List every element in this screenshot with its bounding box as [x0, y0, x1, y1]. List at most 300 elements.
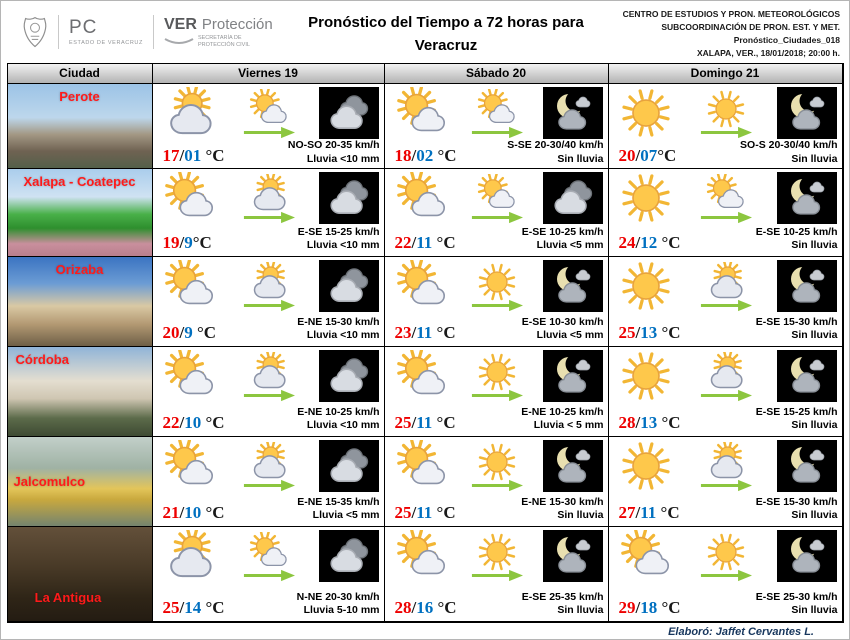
pc-logo — [69, 18, 143, 47]
temp-unit: °C — [657, 598, 681, 617]
temperature-value — [619, 146, 677, 166]
temp-max: 28 — [618, 413, 636, 432]
wind-arrow-icon — [241, 569, 297, 582]
wind-text: E-NE 10-25 km/h — [297, 405, 380, 418]
weather-icons-row — [613, 439, 839, 492]
wind-text: E-SE 10-25 km/h — [521, 225, 604, 238]
temp-max: 20 — [162, 323, 180, 342]
wind-arrow-icon — [698, 299, 754, 312]
forecast-info-row — [613, 496, 839, 523]
forecast-info-row — [613, 139, 839, 166]
weather-icons-row — [613, 86, 839, 139]
temp-max: 29 — [618, 598, 636, 617]
weather-icons-row — [613, 529, 839, 582]
weather-icons-row — [613, 349, 839, 402]
temp-separator: / — [635, 233, 641, 252]
weather-icon-cloud-sun — [704, 352, 748, 392]
temp-unit: °C — [657, 233, 681, 252]
city-cell-jalcomulco — [8, 437, 153, 527]
city-cell-la-antigua — [8, 527, 153, 622]
temp-min: 18 — [640, 598, 658, 617]
city-name-label: Orizaba — [55, 262, 104, 277]
forecast-info-row — [389, 316, 605, 343]
city-name-label: Xalapa - Coatepec — [23, 174, 136, 189]
temp-max: 25 — [162, 598, 180, 617]
weather-icons-row — [157, 86, 381, 139]
weather-icon-sun — [617, 260, 675, 312]
temp-unit: °C — [433, 598, 457, 617]
veracruz-crest-icon — [22, 16, 48, 48]
weather-icon-cloud-sun — [247, 262, 291, 302]
temp-unit: °C — [201, 413, 225, 432]
column-header-viernes: Viernes 19 — [153, 64, 385, 84]
bulletin-footer — [4, 623, 846, 640]
temp-unit: °C — [656, 503, 680, 522]
forecast-info-row — [613, 226, 839, 253]
weather-icon-sun-cloud — [247, 532, 291, 572]
forecast-info-row — [157, 591, 381, 618]
weather-icon-sun — [617, 172, 675, 224]
temp-min: 11 — [416, 413, 433, 432]
temp-max: 21 — [162, 503, 180, 522]
wind-rain-block — [521, 496, 603, 523]
temperature-value — [163, 598, 225, 618]
temp-min: 13 — [640, 413, 658, 432]
temperature-value — [619, 503, 680, 523]
divider — [58, 15, 59, 49]
forecast-cell-perote-day3 — [609, 84, 843, 169]
forecast-cell-jalcomulco-day3 — [609, 437, 843, 527]
temp-min: 11 — [640, 503, 657, 522]
city-cell-xalapa-coatepec — [8, 169, 153, 257]
weather-icon-night-moon — [543, 87, 603, 139]
wind-arrow-icon — [469, 569, 525, 582]
wind-text: SO-S 20-30/40 km/h — [740, 139, 838, 151]
temp-max: 25 — [394, 503, 412, 522]
temp-separator: / — [179, 233, 185, 252]
rain-text: Lluvia < 5 mm — [533, 419, 604, 432]
pc-logo-text: PC — [69, 16, 98, 38]
temp-unit: °C — [192, 233, 212, 252]
weather-icon-night-cloud — [319, 350, 379, 402]
wind-rain-block — [756, 226, 838, 253]
weather-icon-sun — [475, 442, 519, 482]
temp-separator: / — [179, 323, 185, 342]
wind-arrow-icon — [241, 126, 297, 139]
weather-icon-sun-cloud — [161, 350, 219, 402]
weather-icon-cloud-sun — [247, 174, 291, 214]
temp-max: 22 — [394, 233, 412, 252]
weather-icon-midday — [701, 442, 751, 492]
forecast-cell-orizaba-day2 — [385, 257, 609, 347]
temp-max: 25 — [394, 413, 412, 432]
wind-arrow-icon — [469, 299, 525, 312]
temp-max: 28 — [394, 598, 412, 617]
weather-icon-sun-cloud — [393, 440, 451, 492]
temp-separator: / — [411, 146, 417, 166]
wind-text: E-NE 10-25 km/h — [521, 405, 604, 418]
city-name-label: Perote — [59, 89, 100, 104]
forecast-cell-jalcomulco-day2 — [385, 437, 609, 527]
temp-min: 11 — [416, 233, 433, 252]
weather-icon-midday — [472, 262, 522, 312]
wind-rain-block — [756, 496, 838, 523]
temperature-value — [163, 413, 225, 433]
forecast-info-row — [157, 139, 381, 166]
wind-text: E-SE 15-30 km/h — [755, 495, 838, 508]
title-line-1: Pronóstico del Tiempo a 72 horas para — [308, 13, 584, 31]
weather-icon-sun-cloud — [393, 530, 451, 582]
weather-icon-sun — [617, 87, 675, 139]
temp-separator: / — [635, 598, 641, 617]
wind-rain-block — [522, 591, 604, 618]
weather-icon-cloud-sun — [161, 530, 219, 582]
temp-min: 10 — [184, 413, 202, 432]
rain-text: Lluvia <5 mm — [312, 509, 380, 522]
wind-text: E-SE 15-30 km/h — [755, 315, 838, 328]
wind-text: E-SE 10-25 km/h — [755, 225, 838, 238]
temp-separator: / — [411, 323, 417, 342]
temp-unit: °C — [657, 146, 677, 166]
column-header-domingo: Domingo 21 — [609, 64, 843, 84]
city-cell-orizaba — [8, 257, 153, 347]
issuer-line-2: SUBCOORDINACIÓN DE PRON. EST. Y MET. — [661, 21, 840, 32]
weather-icons-row — [613, 171, 839, 224]
weather-icon-night-moon — [777, 87, 837, 139]
temp-separator: / — [179, 503, 185, 522]
secretaria-line1: SECRETARÍA DE — [197, 34, 242, 41]
temperature-value — [395, 146, 457, 166]
temp-unit: °C — [201, 503, 225, 522]
temp-min: 11 — [416, 323, 433, 342]
wind-arrow-icon — [469, 389, 525, 402]
weather-icon-sun-cloud — [393, 260, 451, 312]
rain-text: Sin lluvia — [557, 509, 604, 522]
wind-arrow-icon — [698, 389, 754, 402]
weather-icons-row — [389, 529, 605, 582]
weather-icon-cloud-sun — [704, 262, 748, 302]
forecast-info-row — [389, 496, 605, 523]
temp-separator: / — [411, 598, 417, 617]
temp-unit: °C — [432, 413, 456, 432]
temp-min: 07 — [640, 146, 658, 166]
temperature-value — [163, 146, 225, 166]
wind-rain-block — [522, 226, 604, 253]
weather-icon-midday — [701, 262, 751, 312]
weather-icon-cloud-sun — [247, 442, 291, 482]
pc-logo-subtext: ESTADO DE VERACRUZ — [69, 40, 143, 47]
wind-text: S-SE 20-30/40 km/h — [507, 139, 604, 151]
wind-arrow-icon — [469, 479, 525, 492]
secretaria-line2: PROTECCIÓN CIVIL — [197, 41, 250, 48]
forecast-info-row — [613, 591, 839, 618]
weather-icon-midday — [244, 532, 294, 582]
weather-icon-sun-cloud — [161, 440, 219, 492]
wind-rain-block — [297, 406, 379, 433]
wind-rain-block — [522, 316, 604, 343]
wind-arrow-icon — [241, 211, 297, 224]
temperature-value — [619, 233, 681, 253]
wind-text: E-SE 15-25 km/h — [755, 405, 838, 418]
temperature-value — [619, 598, 681, 618]
weather-icons-row — [613, 259, 839, 312]
temp-min: 02 — [416, 146, 434, 166]
weather-icon-night-cloud — [319, 440, 379, 492]
wind-text: NO-SO 20-35 km/h — [287, 139, 380, 151]
weather-icon-midday — [701, 532, 751, 582]
issuer-line-4: XALAPA, VER., 18/01/2018; 20:00 h. — [697, 48, 840, 59]
temp-unit: °C — [433, 146, 457, 166]
wind-text: E-SE 25-35 km/h — [521, 590, 604, 603]
temp-max: 23 — [394, 323, 412, 342]
temp-unit: °C — [432, 233, 456, 252]
forecast-cell-xalapa-coatepec-day1 — [153, 169, 385, 257]
ver-logo-text: VER — [163, 15, 197, 33]
issuer-info — [588, 4, 846, 61]
temperature-value — [395, 413, 456, 433]
temp-unit: °C — [201, 146, 225, 166]
rain-text: Lluvia 5-10 mm — [303, 604, 380, 617]
weather-icons-row — [389, 86, 605, 139]
rain-text: Sin lluvia — [791, 329, 838, 342]
temp-separator: / — [411, 413, 417, 432]
weather-icons-row — [389, 349, 605, 402]
weather-icon-night-moon — [543, 530, 603, 582]
weather-icon-night-cloud — [543, 172, 603, 224]
forecast-info-row — [157, 316, 381, 343]
temp-max: 17 — [162, 146, 180, 166]
wind-arrow-icon — [241, 299, 297, 312]
weather-icon-midday — [244, 262, 294, 312]
weather-icon-sun — [475, 532, 519, 572]
weather-icon-night-cloud — [319, 172, 379, 224]
weather-icon-midday — [701, 352, 751, 402]
city-cell-c-rdoba — [8, 347, 153, 437]
rain-text: Sin lluvia — [557, 604, 604, 617]
wind-rain-block — [756, 316, 838, 343]
temp-separator: / — [179, 413, 185, 432]
rain-text: Lluvia <5 mm — [536, 329, 604, 342]
weather-icon-night-cloud — [319, 260, 379, 312]
forecast-table — [7, 63, 844, 623]
temp-max: 18 — [394, 146, 412, 166]
temperature-value — [395, 503, 456, 523]
divider — [153, 15, 154, 49]
forecast-cell-jalcomulco-day1 — [153, 437, 385, 527]
forecast-info-row — [613, 316, 839, 343]
weather-icon-sun — [704, 89, 748, 129]
forecast-info-row — [157, 406, 381, 433]
weather-icon-cloud-sun — [161, 87, 219, 139]
wind-text: E-SE 25-30 km/h — [755, 590, 838, 603]
weather-icon-midday — [701, 89, 751, 139]
rain-text: Lluvia <10 mm — [306, 239, 380, 252]
wind-rain-block — [297, 316, 379, 343]
weather-icon-sun-cloud — [617, 530, 675, 582]
forecast-cell-la-antigua-day3 — [609, 527, 843, 622]
weather-icon-sun-cloud — [393, 350, 451, 402]
temp-min: 9 — [184, 323, 193, 342]
wind-rain-block — [288, 139, 380, 166]
forecast-cell-orizaba-day1 — [153, 257, 385, 347]
rain-text: Sin lluvia — [791, 152, 838, 165]
forecast-cell-la-antigua-day2 — [385, 527, 609, 622]
wind-text: E-SE 15-25 km/h — [297, 225, 380, 238]
temperature-value — [163, 323, 217, 343]
wind-arrow-icon — [469, 126, 525, 139]
weather-icon-sun-cloud — [704, 174, 748, 214]
city-name-label: Córdoba — [15, 352, 69, 367]
wind-rain-block — [756, 591, 838, 618]
temp-min: 10 — [184, 503, 202, 522]
ver-proteccion-logo — [164, 16, 273, 49]
rain-text: Sin lluvia — [791, 509, 838, 522]
temp-separator: / — [179, 598, 185, 617]
weather-icon-sun — [475, 352, 519, 392]
weather-icons-row — [389, 259, 605, 312]
temperature-value — [619, 413, 681, 433]
wind-arrow-icon — [241, 389, 297, 402]
temp-min: 14 — [184, 598, 202, 617]
wind-arrow-icon — [241, 479, 297, 492]
temp-separator: / — [635, 413, 641, 432]
rain-text: Sin lluvia — [791, 604, 838, 617]
weather-icon-sun-cloud — [393, 87, 451, 139]
weather-icon-night-moon — [543, 440, 603, 492]
weather-icon-night-moon — [543, 350, 603, 402]
weather-icon-sun-cloud — [393, 172, 451, 224]
forecast-cell-c-rdoba-day1 — [153, 347, 385, 437]
temperature-value — [163, 503, 225, 523]
forecast-info-row — [389, 591, 605, 618]
weather-icon-night-moon — [777, 440, 837, 492]
bulletin-title — [304, 7, 588, 58]
rain-text: Lluvia <5 mm — [536, 239, 604, 252]
weather-icon-sun-cloud — [247, 89, 291, 129]
wind-rain-block — [297, 496, 379, 523]
weather-icon-sun-cloud — [161, 172, 219, 224]
rain-text: Lluvia <10 mm — [306, 152, 380, 165]
weather-icon-night-moon — [777, 260, 837, 312]
city-cell-perote — [8, 84, 153, 169]
weather-icon-night-cloud — [319, 87, 379, 139]
column-header-sabado: Sábado 20 — [385, 64, 609, 84]
weather-icons-row — [157, 349, 381, 402]
rain-text: Lluvia <10 mm — [306, 419, 380, 432]
wind-arrow-icon — [698, 569, 754, 582]
forecast-cell-c-rdoba-day2 — [385, 347, 609, 437]
temperature-value — [163, 233, 212, 253]
weather-icons-row — [389, 439, 605, 492]
weather-icons-row — [157, 171, 381, 224]
weather-icon-night-moon — [777, 172, 837, 224]
wind-arrow-icon — [469, 211, 525, 224]
weather-icon-sun — [617, 350, 675, 402]
wind-arrow-icon — [698, 211, 754, 224]
proteccion-logo-text: Protección — [201, 15, 273, 33]
temp-unit: °C — [657, 413, 681, 432]
weather-icon-cloud-sun — [247, 352, 291, 392]
forecast-cell-perote-day2 — [385, 84, 609, 169]
forecast-cell-c-rdoba-day3 — [609, 347, 843, 437]
forecast-cell-perote-day1 — [153, 84, 385, 169]
wind-text: E-NE 15-30 km/h — [297, 315, 380, 328]
weather-icon-sun-cloud — [475, 89, 519, 129]
temp-max: 24 — [618, 233, 636, 252]
weather-icon-sun — [704, 532, 748, 572]
secretaria-subtext — [198, 35, 250, 49]
temp-unit: °C — [192, 323, 217, 342]
weather-icon-sun-cloud — [475, 174, 519, 214]
temperature-value — [395, 233, 456, 253]
city-name-label: Jalcomulco — [13, 474, 86, 490]
issuer-line-1: CENTRO DE ESTUDIOS Y PRON. METEOROLÓGICOS — [622, 8, 840, 19]
temp-separator: / — [635, 146, 641, 166]
weather-icon-midday — [472, 352, 522, 402]
weather-icons-row — [157, 259, 381, 312]
wind-rain-block — [297, 591, 380, 618]
weather-icon-midday — [244, 174, 294, 224]
temp-min: 12 — [640, 233, 658, 252]
temp-unit: °C — [432, 503, 456, 522]
title-line-2: Veracruz — [414, 37, 478, 54]
weather-icon-midday — [472, 442, 522, 492]
weather-icon-night-moon — [777, 350, 837, 402]
temp-separator: / — [635, 323, 641, 342]
weather-icon-midday — [244, 442, 294, 492]
weather-icon-midday — [472, 89, 522, 139]
forecast-info-row — [613, 406, 839, 433]
weather-icon-midday — [244, 89, 294, 139]
forecast-info-row — [157, 496, 381, 523]
weather-icons-row — [157, 529, 381, 582]
temp-separator: / — [411, 233, 417, 252]
city-name-label: La Antigua — [34, 590, 102, 605]
temp-unit: °C — [201, 598, 225, 617]
temp-unit: °C — [657, 323, 681, 342]
temp-min: 11 — [416, 503, 433, 522]
temperature-value — [395, 323, 456, 343]
wind-rain-block — [756, 406, 838, 433]
forecast-info-row — [389, 406, 605, 433]
credit-text: Elaboró: Jaffet Cervantes L. — [668, 625, 814, 638]
issuer-line-3: Pronóstico_Ciudades_018 — [733, 35, 840, 45]
temp-separator: / — [635, 503, 641, 522]
wind-text: N-NE 20-30 km/h — [296, 590, 380, 603]
rain-text: Lluvia <10 mm — [306, 329, 380, 342]
wind-arrow-icon — [698, 126, 754, 139]
weather-icon-sun — [475, 262, 519, 302]
weather-icon-midday — [472, 532, 522, 582]
temp-min: 16 — [416, 598, 434, 617]
forecast-info-row — [389, 226, 605, 253]
weather-icon-sun — [617, 440, 675, 492]
wind-rain-block — [298, 226, 380, 253]
weather-icon-cloud-sun — [704, 442, 748, 482]
temp-max: 19 — [162, 233, 180, 252]
temp-max: 22 — [162, 413, 180, 432]
weather-icon-night-cloud — [319, 530, 379, 582]
wind-arrow-icon — [698, 479, 754, 492]
bulletin-header — [4, 1, 846, 63]
rain-text: Sin lluvia — [557, 152, 604, 165]
temp-min: 13 — [640, 323, 658, 342]
rain-text: Sin lluvia — [791, 419, 838, 432]
forecast-cell-xalapa-coatepec-day3 — [609, 169, 843, 257]
forecast-info-row — [157, 226, 381, 253]
temperature-value — [395, 598, 457, 618]
temp-min: 01 — [184, 146, 202, 166]
